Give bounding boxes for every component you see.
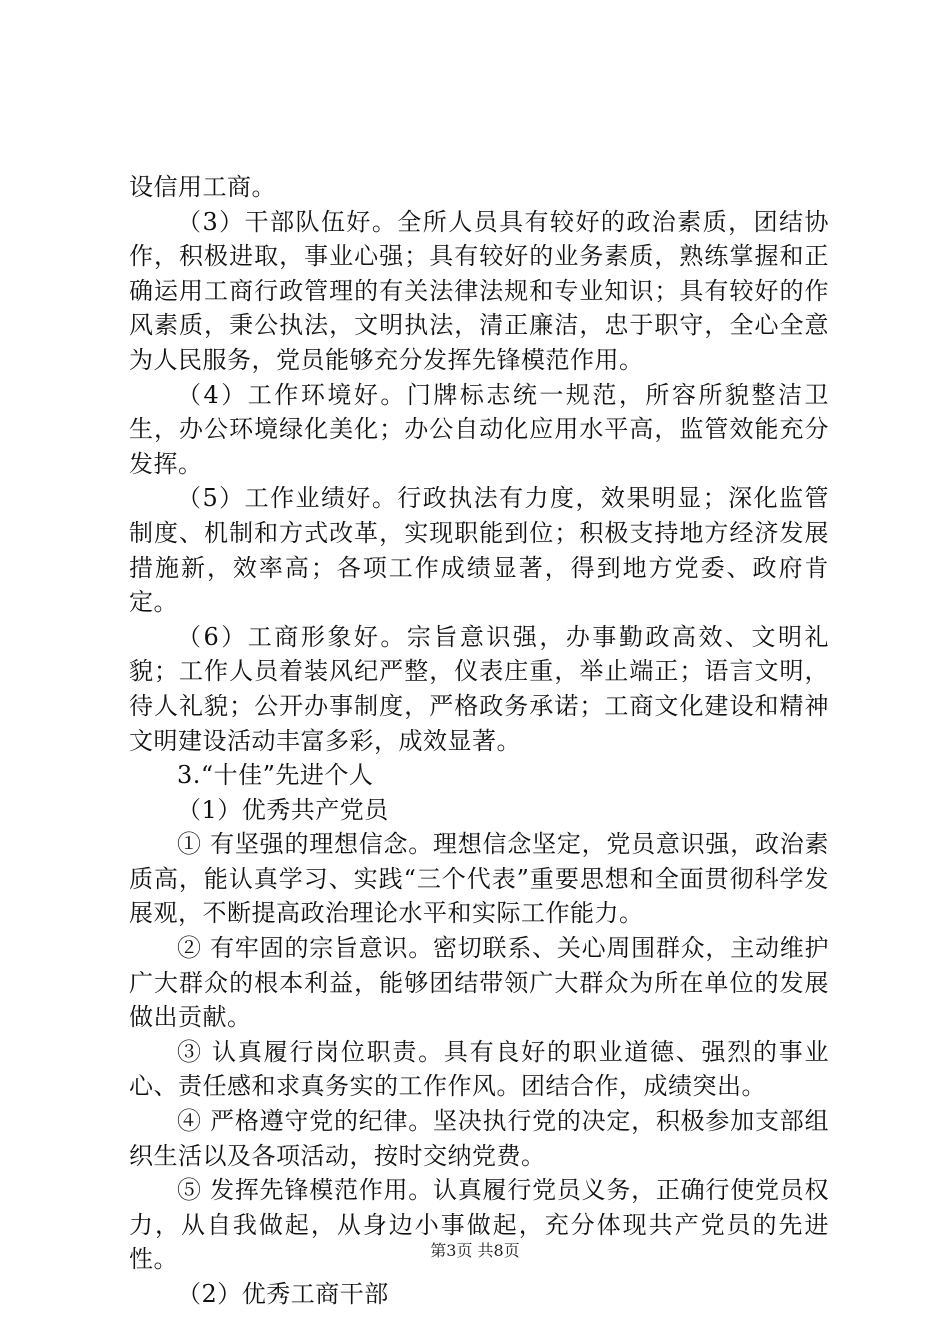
paragraph-item-4: （4）工作环境好。门牌标志统一规范，所容所貌整洁卫生，办公环境绿化美化；办公自动化应用水平高，监管效能充分发挥。 [129,380,829,478]
subheading-2: （2）优秀工商干部 [177,1280,389,1308]
criterion-4: ④ 严格遵守党的纪律。坚决执行党的决定，积极参加支部组织生活以及各项活动，按时交纳党费。 [129,1107,829,1170]
paragraph-item-3: （3）干部队伍好。全所人员具有较好的政治素质，团结协作，积极进取，事业心强；具有较好的业务素质，熟练掌握和正确运用工商行政管理的有关法律法规和专业知识；具有较好的作风素质，秉公执法，文明执法，清正廉洁，忠于职守，全心全意为人民服务，党员能够充分发挥先锋模范作用。 [129,207,829,374]
criterion-3: ③ 认真履行岗位职责。具有良好的职业道德、强烈的事业心、责任感和求真务实的工作作风。团结合作，成绩突出。 [129,1037,829,1101]
page-footer: 第3页 共8页 [430,1241,520,1260]
section-heading-3: 3.“十佳”先进个人 [177,761,374,790]
paragraph-item-6: （6）工商形象好。宗旨意识强，办事勤政高效、文明礼貌；工作人员着装风纪严整，仪表庄重，举止端正；语言文明，待人礼貌；公开办事制度，严格政务承诺；工商文化建设和精神文明建设活动丰富多彩，成效显著。 [129,622,829,755]
paragraph-item-5: （5）工作业绩好。行政执法有力度，效果明显；深化监管制度、机制和方式改革，实现职能到位；积极支持地方经济发展措施新，效率高；各项工作成绩显著，得到地方党委、政府肯定。 [129,484,829,617]
criterion-1: ① 有坚强的理想信念。理想信念坚定，党员意识强，政治素质高，能认真学习、实践“三个代表”重要思想和全面贯彻科学发展观，不断提高政治理论水平和实际工作能力。 [129,830,829,928]
criterion-2: ② 有牢固的宗旨意识。密切联系、关心周围群众，主动维护广大群众的根本利益，能够团结带领广大群众为所在单位的发展做出贡献。 [129,934,829,1032]
document-body [129,170,829,1312]
subheading-1: （1）优秀共产党员 [177,795,389,824]
criterion-5: ⑤ 发挥先锋模范作用。认真履行党员义务，正确行使党员权力，从自我做起，从身边小事做起，充分体现共产党员的先进性。 [129,1176,829,1274]
paragraph-continuation: 设信用工商。 [129,173,276,201]
